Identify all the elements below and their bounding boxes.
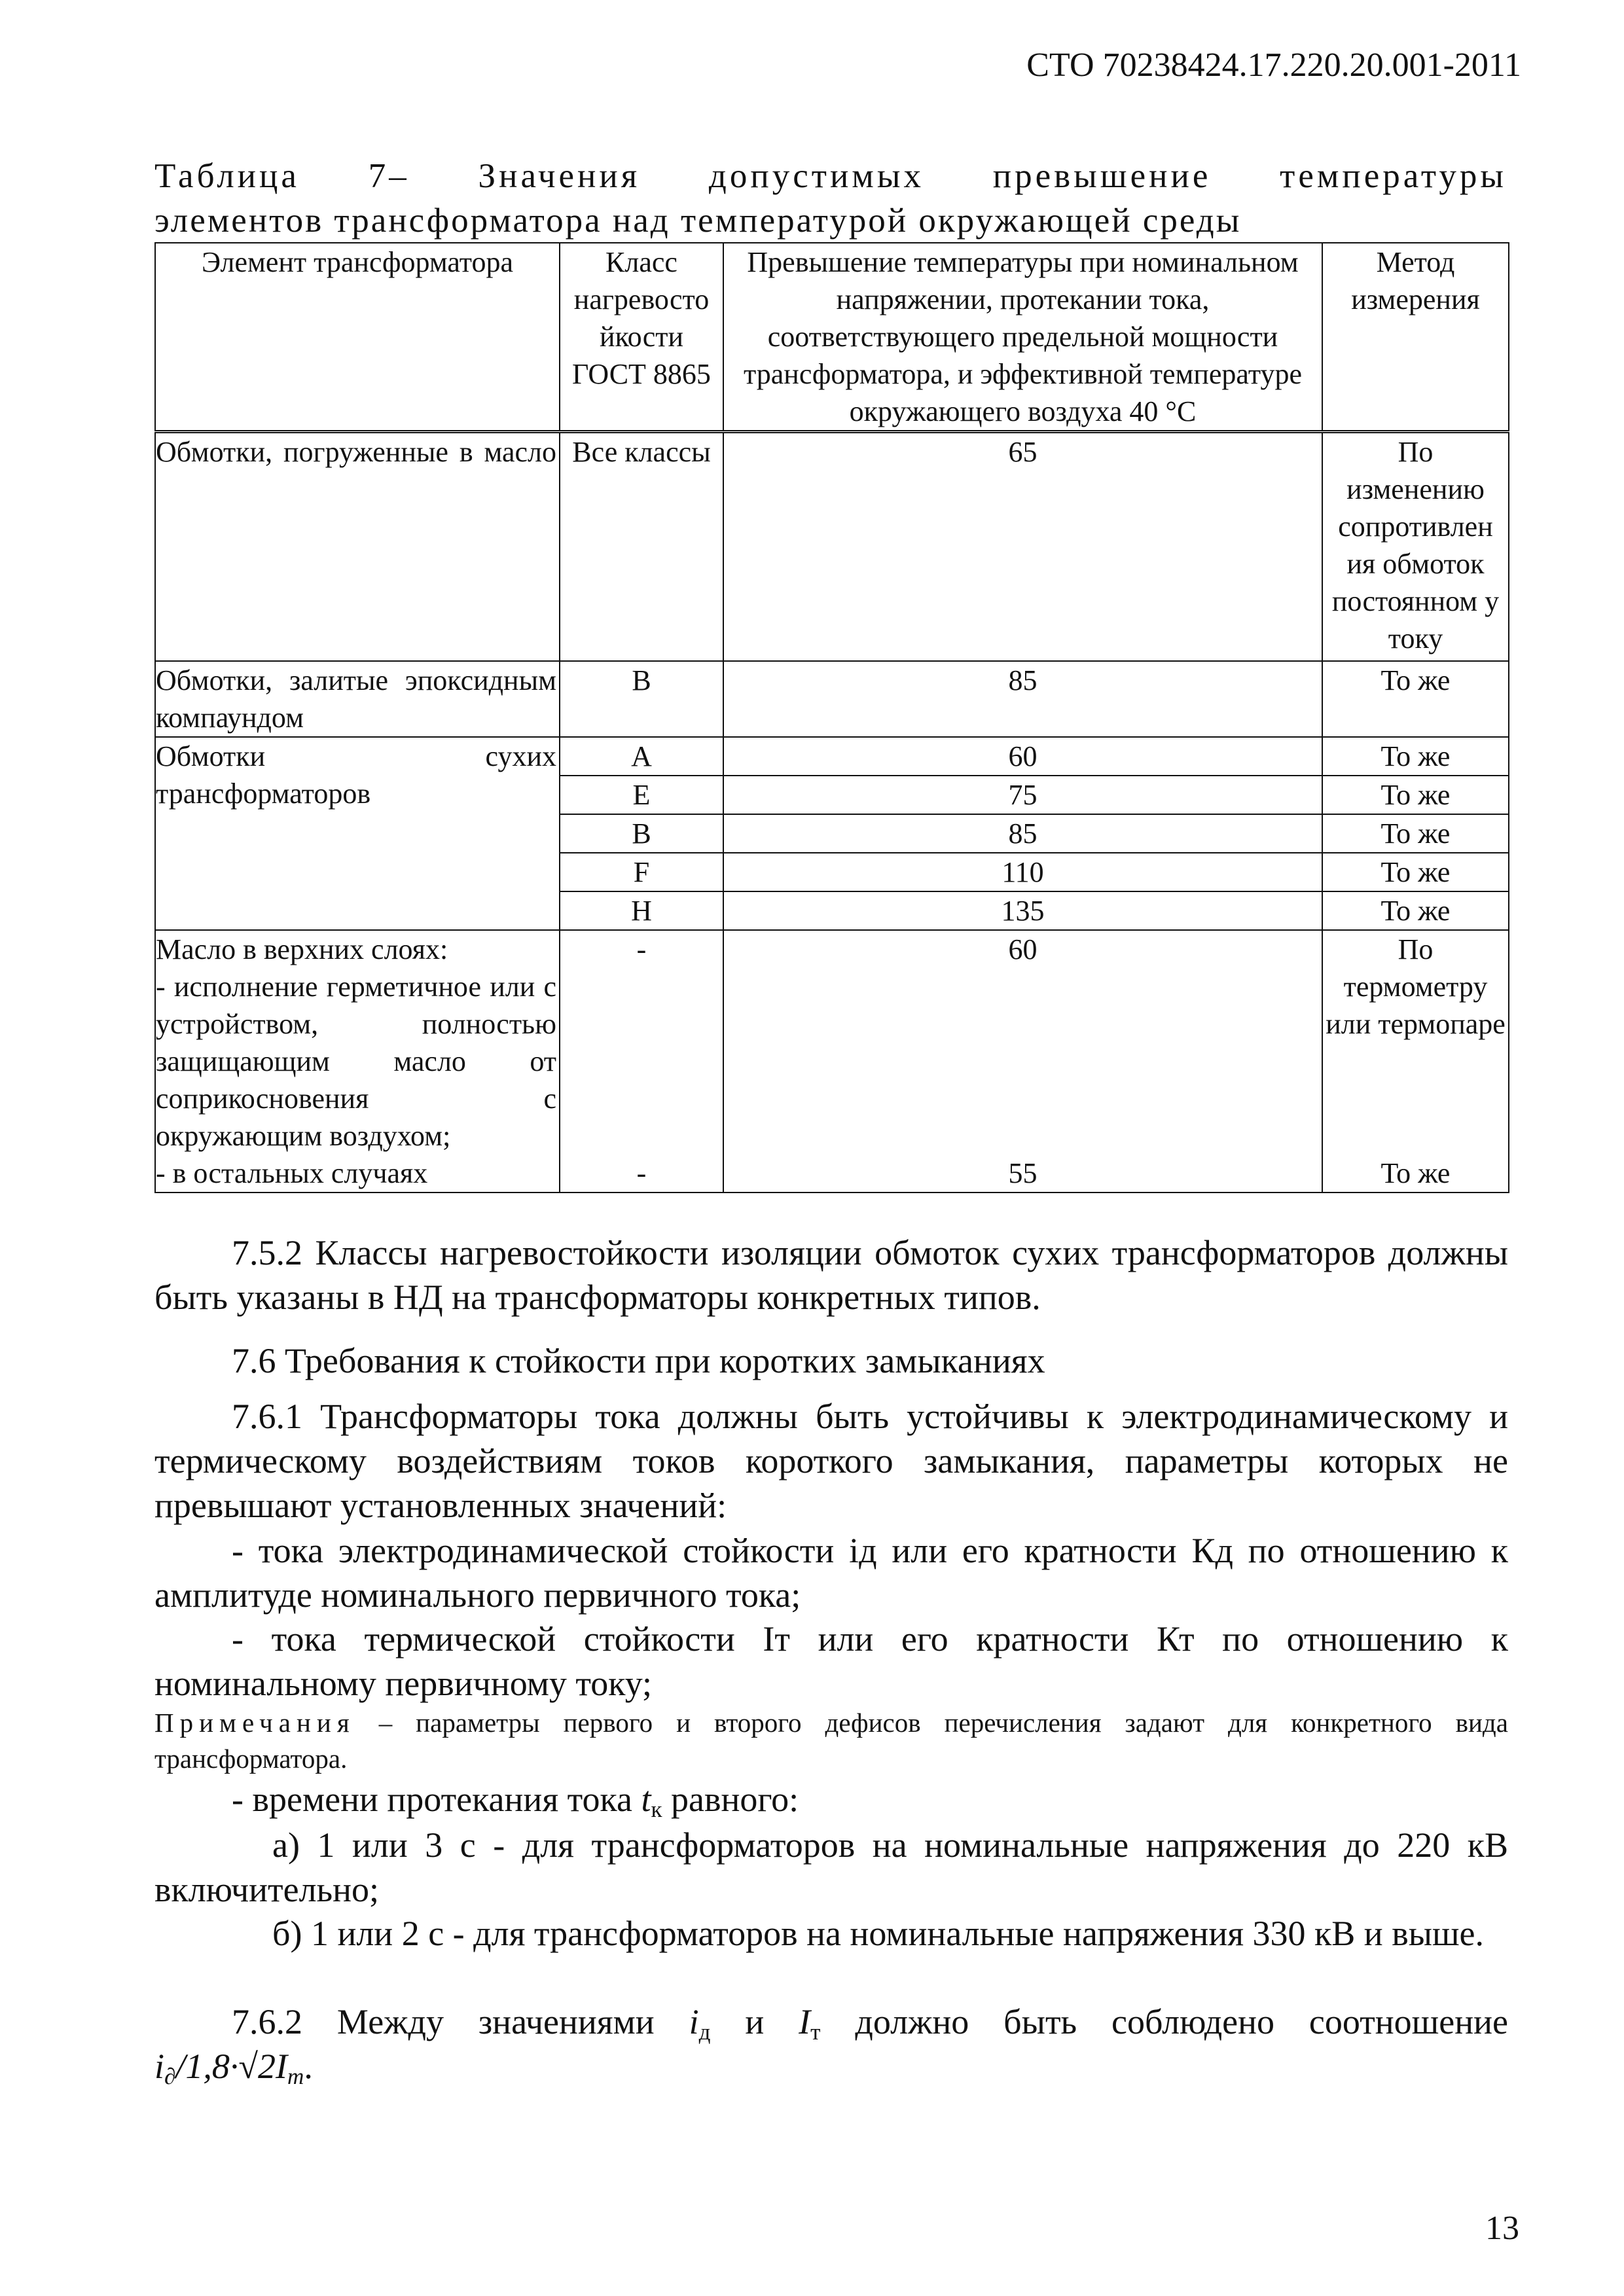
cell-class: В	[560, 814, 723, 853]
document-code-header: СТО 70238424.17.220.20.001-2011	[1026, 46, 1521, 84]
header-excess: Превышение температуры при номинальном напряжении, протекании тока, соответствующего предельной мощности трансформатора, и эффективной температуре окружающего воздуха 40 °С	[723, 243, 1322, 432]
page-number: 13	[1485, 2210, 1519, 2247]
formula-part-b: /1,8·√2I	[175, 2047, 287, 2086]
oil-class-2: -	[636, 1157, 647, 1189]
paragraph-7-6-1: 7.6.1 Трансформаторы тока должны быть устойчивы к электродинамическому и термическому воздействиям токов короткого замыкания, параметры которых не превышают установленных значений:	[154, 1397, 1508, 1525]
paragraph-7-5-2: 7.5.2 Классы нагревостойкости изоляции обмоток сухих трансформаторов должны быть указаны в НД на трансформаторы конкретных типов.	[154, 1233, 1508, 1317]
heading-7-6: 7.6 Требования к стойкости при коротких замыканиях	[232, 1341, 1045, 1380]
item-b: б) 1 или 2 с - для трансформаторов на номинальные напряжения 330 кВ и выше.	[272, 1914, 1485, 1953]
oil-other: - в остальных случаях	[156, 1157, 428, 1189]
oil-sealed: - исполнение герметичное или с устройством, полностью защищающим масло от соприкосновения с окружающим воздухом;	[156, 970, 556, 1152]
cell-method: То же	[1322, 737, 1509, 776]
table-row	[155, 930, 1509, 1193]
dash3-text-end: равного:	[662, 1780, 799, 1819]
cell-method: То же	[1322, 776, 1509, 814]
cell-value: 135	[723, 891, 1322, 930]
cell-value	[723, 930, 1322, 1193]
p762-text-end: должно быть соблюдено соотношение	[820, 2002, 1508, 2041]
header-method: Метод измерения	[1322, 243, 1509, 432]
dash3-symbol: t	[641, 1780, 651, 1819]
table-caption-line-1: Таблица 7– Значения допустимых превышение температуры	[154, 157, 1507, 195]
table-row	[155, 432, 1509, 661]
dash3-text: - времени протекания тока	[232, 1780, 641, 1819]
p762-and: и	[710, 2002, 799, 2041]
cell-method: По изменению сопротивлен ия обмоток постоянном у току	[1322, 432, 1509, 661]
dash-item-2: - тока термической стойкости Iт или его кратности Кт по отношению к номинальному первичному току;	[154, 1619, 1508, 1703]
cell-element: Обмотки, залитые эпоксидным компаундом	[155, 661, 560, 737]
cell-class: Все классы	[560, 432, 723, 661]
oil-title: Масло в верхних слоях:	[156, 933, 448, 965]
formula-end: .	[304, 2047, 313, 2086]
cell-class: А	[560, 737, 723, 776]
note-label: Примечания	[154, 1708, 355, 1738]
cell-class: Е	[560, 776, 723, 814]
p762-I-sub: т	[810, 2018, 821, 2045]
oil-method-2: То же	[1380, 1157, 1451, 1189]
cell-element: Обмотки сухих трансформаторов	[155, 737, 560, 930]
dash-item-1: - тока электродинамической стойкости iд или его кратности Кд по отношению к амплитуде номинального первичного тока;	[154, 1531, 1508, 1615]
cell-value: 110	[723, 853, 1322, 891]
cell-method: То же	[1322, 814, 1509, 853]
cell-value: 85	[723, 661, 1322, 737]
cell-method: То же	[1322, 891, 1509, 930]
formula-sub-b: m	[287, 2063, 304, 2089]
cell-element: Обмотки, погруженные в масло	[155, 432, 560, 661]
formula	[154, 2044, 1508, 2099]
oil-method-1: По термометру или термопаре	[1326, 933, 1506, 1040]
cell-value: 60	[723, 737, 1322, 776]
dash3-subscript: к	[651, 1796, 662, 1822]
cell-element	[155, 930, 560, 1193]
temperature-table	[154, 242, 1509, 1193]
cell-class: В	[560, 661, 723, 737]
p762-i-sub: д	[698, 2018, 711, 2045]
cell-class	[560, 930, 723, 1193]
cell-value: 75	[723, 776, 1322, 814]
item-a: а) 1 или 3 с - для трансформаторов на номинальные напряжения до 220 кВ включительно;	[154, 1825, 1508, 1909]
oil-class-1: -	[636, 933, 647, 965]
table-row	[155, 661, 1509, 737]
oil-value-1: 60	[1008, 933, 1038, 965]
note	[154, 1705, 1508, 1777]
cell-class: H	[560, 891, 723, 930]
table-header-row	[155, 243, 1509, 432]
formula-sub-a: ∂	[164, 2063, 176, 2089]
p762-i: i	[689, 2002, 699, 2041]
table-row	[155, 737, 1509, 776]
cell-method: То же	[1322, 853, 1509, 891]
note-text: – параметры первого и второго дефисов перечисления задают для конкретного вида трансформатора.	[154, 1708, 1508, 1774]
cell-value: 85	[723, 814, 1322, 853]
formula-part-a: i	[154, 2047, 165, 2086]
cell-method: То же	[1322, 661, 1509, 737]
table-caption-line-2: элементов трансформатора над температурой окружающей среды	[154, 202, 1242, 240]
p762-I: I	[799, 2002, 811, 2041]
oil-value-2: 55	[1008, 1157, 1038, 1189]
cell-method	[1322, 930, 1509, 1193]
p762-text: 7.6.2 Между значениями	[232, 2002, 689, 2041]
cell-class: F	[560, 853, 723, 891]
header-element: Элемент трансформатора	[155, 243, 560, 432]
header-class: Класс нагревосто йкости ГОСТ 8865	[560, 243, 723, 432]
cell-value: 65	[723, 432, 1322, 661]
